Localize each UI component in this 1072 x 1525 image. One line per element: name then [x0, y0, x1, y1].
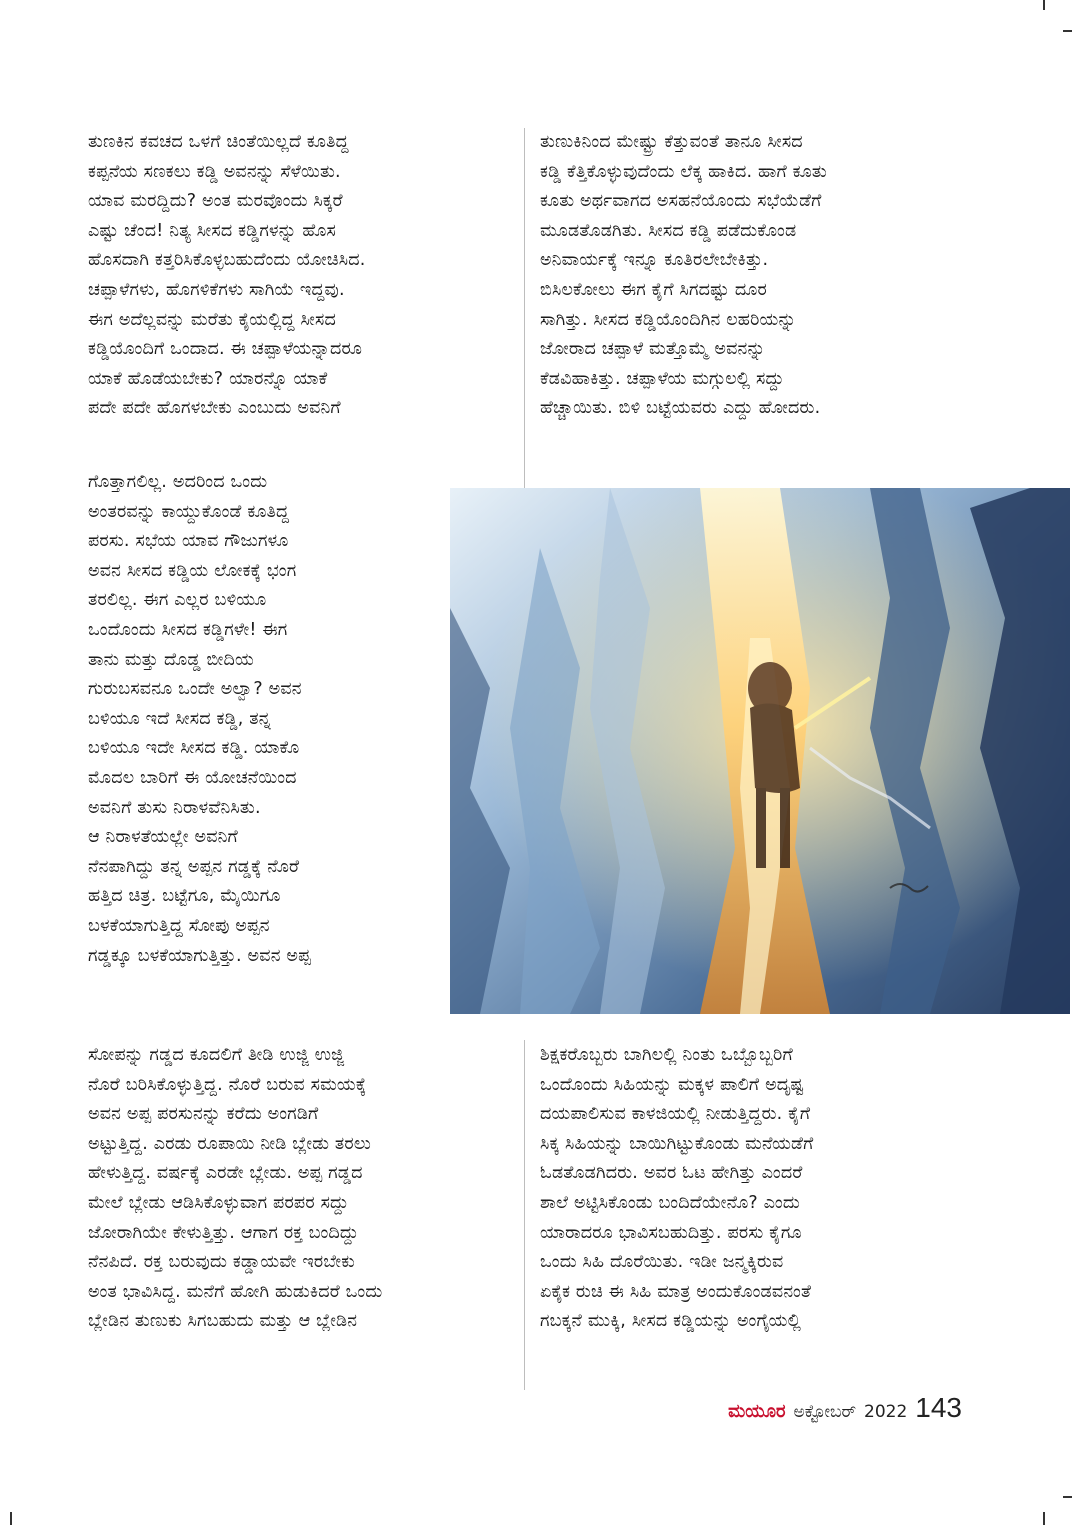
crop-mark — [1043, 0, 1045, 10]
text-line: ಅನಿವಾರ್ಯಕ್ಕೆ ಇನ್ನೂ ಕೂತಿರಲೇಬೇಕಿತ್ತು. — [540, 250, 769, 271]
text-line: ಜೋರಾದ ಚಪ್ಪಾಳೆ ಮತ್ತೊಮ್ಮೆ ಅವನನ್ನು — [540, 339, 766, 360]
text-line: ಪರಸು. ಸಭೆಯ ಯಾವ ಗೌಜುಗಳೂ — [88, 531, 289, 552]
text-line: ಏಕೈಕ ರುಚಿ ಈ ಸಿಹಿ ಮಾತ್ರ ಅಂದುಕೊಂಡವನಂತೆ — [540, 1281, 812, 1302]
text-line: ಹೆಚ್ಚಾಯಿತು. ಬಿಳಿ ಬಟ್ಟೆಯವರು ಎದ್ದು ಹೋದರು. — [540, 398, 821, 419]
article-column-right-bottom — [540, 1041, 962, 1337]
text-line: ಮೊದಲ ಬಾರಿಗೆ ಈ ಯೋಚನೆಯಿಂದ — [88, 767, 297, 788]
text-line: ತರಲಿಲ್ಲ. ಈಗ ಎಲ್ಲರ ಬಳಿಯೂ — [88, 590, 267, 611]
text-line: ಅಂತರವನ್ನು ಕಾಯ್ದುಕೊಂಡೆ ಕೂತಿದ್ದ — [88, 501, 290, 522]
text-line: ಹತ್ತಿದ ಚಿತ್ರ. ಬಟ್ಟೆಗೂ, ಮೈಯಿಗೂ — [88, 886, 281, 907]
text-line: ತಾನು ಮತ್ತು ದೊಡ್ಡ ಬೀದಿಯ — [88, 649, 254, 670]
text-line: ಕಡ್ಡಿಯೊಂದಿಗೆ ಒಂದಾದ. ಈ ಚಪ್ಪಾಳೆಯನ್ನಾದರೂ — [88, 339, 363, 360]
text-line: ಸೋಪನ್ನು ಗಡ್ಡದ ಕೂದಲಿಗೆ ತೀಡಿ ಉಜ್ಜಿ ಉಜ್ಜಿ — [88, 1045, 345, 1065]
text-line: ಕಪ್ಪನೆಯ ಸಣಕಲು ಕಡ್ಡಿ ಅವನನ್ನು ಸೆಳೆಯಿತು. — [88, 161, 341, 182]
text-line: ನೆನಪಾಗಿದ್ದು ತನ್ನ ಅಪ್ಪನ ಗಡ್ಡಕ್ಕೆ ನೊರೆ — [88, 856, 300, 877]
issue-year: 2022 — [864, 1402, 908, 1422]
text-line: ಬಳಿಯೂ ಇದೇ ಸೀಸದ ಕಡ್ಡಿ. ಯಾಕೊ — [88, 738, 300, 759]
text-line: ದಯಪಾಲಿಸುವ ಕಾಳಜಿಯಲ್ಲಿ ನೀಡುತ್ತಿದ್ದರು. ಕೈಗೆ — [540, 1104, 811, 1125]
text-line: ಯಾಕೆ ಹೊಡೆಯಬೇಕು? ಯಾರನ್ನೊ ಯಾಕೆ — [88, 368, 328, 389]
text-line: ಒಂದೊಂದು ಸಿಹಿಯನ್ನು ಮಕ್ಕಳ ಪಾಲಿಗೆ ಅದೃಷ್ಟ — [540, 1074, 804, 1095]
text-line: ಅವನ ಸೀಸದ ಕಡ್ಡಿಯ ಲೋಕಕ್ಕೆ ಭಂಗ — [88, 560, 297, 581]
text-line: ಅವನ ಅಪ್ಪ ಪರಸುನನ್ನು ಕರೆದು ಅಂಗಡಿಗೆ — [88, 1104, 319, 1125]
text-line: ಒಂದು ಸಿಹಿ ದೊರೆಯಿತು. ಇಡೀ ಜನ್ಮಕ್ಕಿರುವ — [540, 1252, 784, 1273]
crop-mark — [1063, 1496, 1072, 1498]
text-line: ತುಣುಕಿನಿಂದ ಮೇಷ್ಟ್ರು ಕೆತ್ತುವಂತೆ ತಾನೂ ಸೀಸದ — [540, 132, 803, 152]
text-line: ಸಾಗಿತ್ತು. ಸೀಸದ ಕಡ್ಡಿಯೊಂದಿಗಿನ ಲಹರಿಯನ್ನು — [540, 309, 797, 330]
text-line: ಕೆಡವಿಹಾಕಿತ್ತು. ಚಪ್ಪಾಳೆಯ ಮಗ್ಗುಲಲ್ಲಿ ಸದ್ದು — [540, 368, 785, 389]
text-line: ಯಾರಾದರೂ ಭಾವಿಸಬಹುದಿತ್ತು. ಪರಸು ಕೈಗೂ — [540, 1222, 802, 1243]
article-column-right-top — [540, 128, 962, 424]
text-line: ಒಂದೊಂದು ಸೀಸದ ಕಡ್ಡಿಗಳೇ! ಈಗ — [88, 619, 288, 640]
crop-mark — [1043, 1512, 1045, 1525]
issue-month: ಅಕ್ಟೋಬರ್ — [793, 1402, 857, 1422]
magazine-name: ಮಯೂರ — [728, 1401, 786, 1422]
article-column-left-wrap — [88, 468, 418, 971]
column-divider — [524, 128, 525, 488]
article-column-left-bottom — [88, 1041, 520, 1337]
column-divider — [524, 1040, 525, 1390]
article-column-left-top — [88, 128, 520, 424]
text-line: ಶಿಕ್ಷಕರೊಬ್ಬರು ಬಾಗಿಲಲ್ಲಿ ನಿಂತು ಒಬ್ಬೊಬ್ಬರಿಗೆ — [540, 1045, 793, 1065]
text-line: ಹೇಳುತ್ತಿದ್ದ. ವರ್ಷಕ್ಕೆ ಎರಡೇ ಬ್ಲೇಡು. ಅಪ್ಪ ಗಡ್ಡದ — [88, 1163, 363, 1184]
text-line: ಜೋರಾಗಿಯೇ ಕೇಳುತ್ತಿತ್ತು. ಆಗಾಗ ರಕ್ತ ಬಂದಿದ್ದು — [88, 1222, 359, 1243]
text-line: ಮೂಡತೊಡಗಿತು. ಸೀಸದ ಕಡ್ಡಿ ಪಡೆದುಕೊಂಡ — [540, 220, 797, 241]
page-footer — [728, 1392, 962, 1426]
text-line: ಶಾಲೆ ಅಟ್ಟಿಸಿಕೊಂಡು ಬಂದಿದೆಯೇನೊ? ಎಂದು — [540, 1192, 800, 1213]
text-line: ಗಬಕ್ಕನೆ ಮುಕ್ಕಿ, ಸೀಸದ ಕಡ್ಡಿಯನ್ನು ಅಂಗೈಯಲ್ಲಿ — [540, 1311, 802, 1332]
text-line: ಈಗ ಅದೆಲ್ಲವನ್ನು ಮರೆತು ಕೈಯಲ್ಲಿದ್ದ ಸೀಸದ — [88, 309, 337, 330]
text-line: ಅವನಿಗೆ ತುಸು ನಿರಾಳವೆನಿಸಿತು. — [88, 797, 261, 818]
text-line: ತುಣಕಿನ ಕವಚದ ಒಳಗೆ ಚಿಂತೆಯಿಲ್ಲದೆ ಕೂತಿದ್ದ — [88, 132, 349, 152]
page-number: 143 — [915, 1392, 962, 1423]
text-line: ಮೇಲೆ ಬ್ಲೇಡು ಆಡಿಸಿಕೊಳ್ಳುವಾಗ ಪರಪರ ಸದ್ದು — [88, 1192, 349, 1213]
text-line: ಬ್ಲೇಡಿನ ತುಣುಕು ಸಿಗಬಹುದು ಮತ್ತು ಆ ಬ್ಲೇಡಿನ — [88, 1311, 358, 1332]
text-line: ನೊರೆ ಬರಿಸಿಕೊಳ್ಳುತ್ತಿದ್ದ. ನೊರೆ ಬರುವ ಸಮಯಕ್ಕೆ — [88, 1074, 367, 1095]
text-line: ಆ ನಿರಾಳತೆಯಲ್ಲೇ ಅವನಿಗೆ — [88, 827, 238, 848]
crop-mark — [1063, 30, 1072, 32]
text-line: ಬಿಸಿಲಕೋಲು ಈಗ ಕೈಗೆ ಸಿಗದಷ್ಟು ದೂರ — [540, 279, 767, 300]
illustration-painting — [450, 488, 1070, 1014]
text-line: ಬಳಕೆಯಾಗುತ್ತಿದ್ದ ಸೋಪು ಅಪ್ಪನ — [88, 915, 270, 936]
text-line: ಅಂತ ಭಾವಿಸಿದ್ದ. ಮನೆಗೆ ಹೋಗಿ ಹುಡುಕಿದರೆ ಒಂದು — [88, 1281, 383, 1302]
text-line: ಸಿಕ್ಕ ಸಿಹಿಯನ್ನು ಬಾಯಿಗಿಟ್ಟುಕೊಂಡು ಮನೆಯಡೆಗೆ — [540, 1133, 814, 1154]
text-line: ಕೂತು ಅರ್ಥವಾಗದ ಅಸಹನೆಯೊಂದು ಸಭೆಯೆಡೆಗೆ — [540, 191, 822, 212]
text-line: ಗೊತ್ತಾಗಲಿಲ್ಲ. ಅದರಿಂದ ಒಂದು — [88, 472, 268, 492]
text-line: ಚಪ್ಪಾಳೆಗಳು, ಹೊಗಳಿಕೆಗಳು ಸಾಗಿಯೆ ಇದ್ದವು. — [88, 279, 345, 300]
text-line: ಬಳಿಯೂ ಇದೆ ಸೀಸದ ಕಡ್ಡಿ, ತನ್ನ — [88, 708, 272, 729]
text-line: ಗುರುಬಸವನೂ ಒಂದೇ ಅಲ್ವಾ? ಅವನ — [88, 679, 302, 700]
text-line: ಯಾವ ಮರದ್ದಿದು? ಅಂತ ಮರವೊಂದು ಸಿಕ್ಕರೆ — [88, 191, 343, 212]
text-line: ಎಷ್ಟು ಚೆಂದ! ನಿತ್ಯ ಸೀಸದ ಕಡ್ಡಿಗಳನ್ನು ಹೊಸ — [88, 220, 337, 241]
text-line: ಓಡತೊಡಗಿದರು. ಅವರ ಓಟ ಹೇಗಿತ್ತು ಎಂದರೆ — [540, 1163, 803, 1184]
text-line: ಹೊಸದಾಗಿ ಕತ್ತರಿಸಿಕೊಳ್ಳಬಹುದೆಂದು ಯೋಚಿಸಿದ. — [88, 250, 366, 271]
text-line: ಅಟ್ಟುತ್ತಿದ್ದ. ಎರಡು ರೂಪಾಯಿ ನೀಡಿ ಬ್ಲೇಡು ತರಲು — [88, 1133, 371, 1154]
text-line: ಗಡ್ಡಕ್ಕೂ ಬಳಕೆಯಾಗುತ್ತಿತ್ತು. ಅವನ ಅಪ್ಪ — [88, 945, 311, 966]
crop-mark — [10, 1512, 12, 1525]
text-line: ಪದೇ ಪದೇ ಹೊಗಳಬೇಕು ಎಂಬುದು ಅವನಿಗೆ — [88, 398, 341, 419]
text-line: ಕಡ್ಡಿ ಕೆತ್ತಿಕೊಳ್ಳುವುದೆಂದು ಲೆಕ್ಕ ಹಾಕಿದ. ಹಾಗೆ ಕೂತು — [540, 161, 827, 182]
text-line: ನೆನಪಿದೆ. ರಕ್ತ ಬರುವುದು ಕಡ್ಡಾಯವೇ ಇರಬೇಕು — [88, 1252, 355, 1273]
